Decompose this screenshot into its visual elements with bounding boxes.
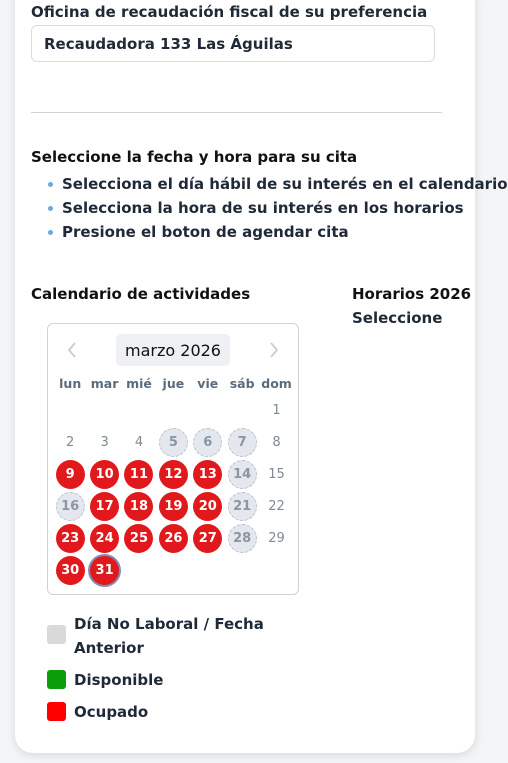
section-divider <box>31 112 442 113</box>
instructions-list <box>48 172 508 244</box>
calendar-day-20[interactable]: 20 <box>193 492 222 521</box>
calendar-week-row <box>53 394 294 426</box>
legend-label: Día No Laboral / Fecha Anterior <box>74 615 264 657</box>
calendar-cell <box>225 394 259 426</box>
calendar-cell <box>259 426 293 458</box>
calendar-cell <box>87 490 121 522</box>
weekday-label: mié <box>126 375 152 391</box>
calendar-day-11[interactable]: 11 <box>124 460 153 489</box>
calendar-grid <box>53 372 294 586</box>
weekday-label: dom <box>261 375 292 391</box>
calendar-day-5[interactable]: 5 <box>159 428 188 457</box>
calendar-day-19[interactable]: 19 <box>159 492 188 521</box>
calendar-day-17[interactable]: 17 <box>90 492 119 521</box>
calendar-widget <box>47 323 299 595</box>
calendar-week-row <box>53 554 294 586</box>
weekday-label: mar <box>90 375 119 391</box>
calendar-week-row <box>53 458 294 490</box>
calendar-day-2[interactable]: 2 <box>66 434 75 450</box>
office-select[interactable]: Recaudadora 133 Las Águilas <box>31 25 435 62</box>
calendar-cell <box>156 426 190 458</box>
calendar-cell <box>191 522 225 554</box>
instruction-step: Selecciona el día hábil de su interés en el calendario <box>48 172 442 196</box>
calendar-cell <box>53 458 87 490</box>
calendar-day-30[interactable]: 30 <box>56 556 85 585</box>
weekday-label: lun <box>59 375 82 391</box>
calendar-day-24[interactable]: 24 <box>90 524 119 553</box>
calendar-cell <box>156 394 190 426</box>
calendar-day-8[interactable]: 8 <box>272 434 281 450</box>
weekday-label: jue <box>162 375 185 391</box>
legend-label: Disponible <box>74 671 164 689</box>
calendar-cell <box>87 426 121 458</box>
calendar-cell <box>53 490 87 522</box>
calendar-cell <box>259 394 293 426</box>
legend-swatch <box>47 625 66 644</box>
instructions-title: Seleccione la fecha y hora para su cita <box>31 148 358 166</box>
calendar-day-31[interactable]: 31 <box>90 556 119 585</box>
legend-item <box>47 612 297 660</box>
calendar-day-12[interactable]: 12 <box>159 460 188 489</box>
bullet-icon <box>48 182 53 187</box>
office-field-label: Oficina de recaudación fiscal de su preferencia <box>31 3 428 21</box>
calendar-cell <box>156 490 190 522</box>
calendar-day-16[interactable]: 16 <box>56 492 85 521</box>
weekday-label: sáb <box>229 375 255 391</box>
calendar-day-4[interactable]: 4 <box>134 434 144 450</box>
calendar-week-row <box>53 490 294 522</box>
calendar-legend <box>47 612 297 732</box>
calendar-cell <box>87 458 121 490</box>
calendar-day-7[interactable]: 7 <box>228 428 257 457</box>
calendar-cell <box>191 458 225 490</box>
calendar-cell <box>191 394 225 426</box>
calendar-cell <box>156 554 190 586</box>
calendar-day-3[interactable]: 3 <box>100 434 109 450</box>
calendar-day-26[interactable]: 26 <box>159 524 188 553</box>
bullet-icon <box>48 230 53 235</box>
chevron-right-icon[interactable] <box>258 334 290 366</box>
calendar-day-10[interactable]: 10 <box>90 460 119 489</box>
calendar-cell <box>156 522 190 554</box>
chevron-left-icon[interactable] <box>56 334 88 366</box>
calendar-day-21[interactable]: 21 <box>228 492 257 521</box>
weekday-label: vie <box>197 375 219 391</box>
month-selector-button[interactable]: marzo 2026 <box>116 334 230 366</box>
calendar-cell <box>225 490 259 522</box>
calendar-cell <box>53 394 87 426</box>
schedule-section-title: Horarios 2026 <box>352 285 472 303</box>
calendar-cell <box>225 458 259 490</box>
calendar-cell <box>122 522 156 554</box>
calendar-day-18[interactable]: 18 <box>124 492 153 521</box>
calendar-week-row <box>53 426 294 458</box>
calendar-cell <box>122 554 156 586</box>
calendar-cell <box>259 490 293 522</box>
schedule-section-subtitle: Seleccione <box>352 309 443 327</box>
calendar-day-27[interactable]: 27 <box>193 524 222 553</box>
calendar-cell <box>259 554 293 586</box>
calendar-cell <box>259 522 293 554</box>
calendar-day-13[interactable]: 13 <box>193 460 222 489</box>
calendar-cell <box>53 554 87 586</box>
calendar-day-22[interactable]: 22 <box>268 498 285 514</box>
legend-label: Ocupado <box>74 703 149 721</box>
calendar-cell <box>53 522 87 554</box>
calendar-cell <box>87 522 121 554</box>
calendar-cell <box>225 426 259 458</box>
legend-item <box>47 668 297 692</box>
calendar-day-29[interactable]: 29 <box>268 530 285 546</box>
calendar-cell <box>259 458 293 490</box>
calendar-cell <box>156 458 190 490</box>
calendar-day-23[interactable]: 23 <box>56 524 85 553</box>
calendar-cell <box>225 554 259 586</box>
calendar-cell <box>191 426 225 458</box>
calendar-day-1[interactable]: 1 <box>272 402 281 418</box>
calendar-cell <box>87 554 121 586</box>
calendar-cell <box>191 490 225 522</box>
legend-swatch <box>47 670 66 689</box>
instruction-step: Presione el boton de agendar cita <box>48 220 442 244</box>
calendar-day-6[interactable]: 6 <box>193 428 222 457</box>
calendar-cell <box>53 426 87 458</box>
bullet-icon <box>48 206 53 211</box>
instruction-step: Selecciona la hora de su interés en los horarios <box>48 196 442 220</box>
calendar-section-title: Calendario de actividades <box>31 285 251 303</box>
calendar-cell <box>87 394 121 426</box>
calendar-cell <box>225 522 259 554</box>
legend-item <box>47 700 297 724</box>
calendar-cell <box>191 554 225 586</box>
calendar-cell <box>122 490 156 522</box>
calendar-cell <box>122 458 156 490</box>
calendar-day-28[interactable]: 28 <box>228 524 257 553</box>
weekday-header-row <box>53 372 294 394</box>
calendar-day-9[interactable]: 9 <box>56 460 85 489</box>
calendar-cell <box>122 426 156 458</box>
legend-swatch <box>47 702 66 721</box>
calendar-week-row <box>53 522 294 554</box>
calendar-day-15[interactable]: 15 <box>268 466 285 482</box>
calendar-day-25[interactable]: 25 <box>124 524 153 553</box>
calendar-day-14[interactable]: 14 <box>228 460 257 489</box>
calendar-cell <box>122 394 156 426</box>
